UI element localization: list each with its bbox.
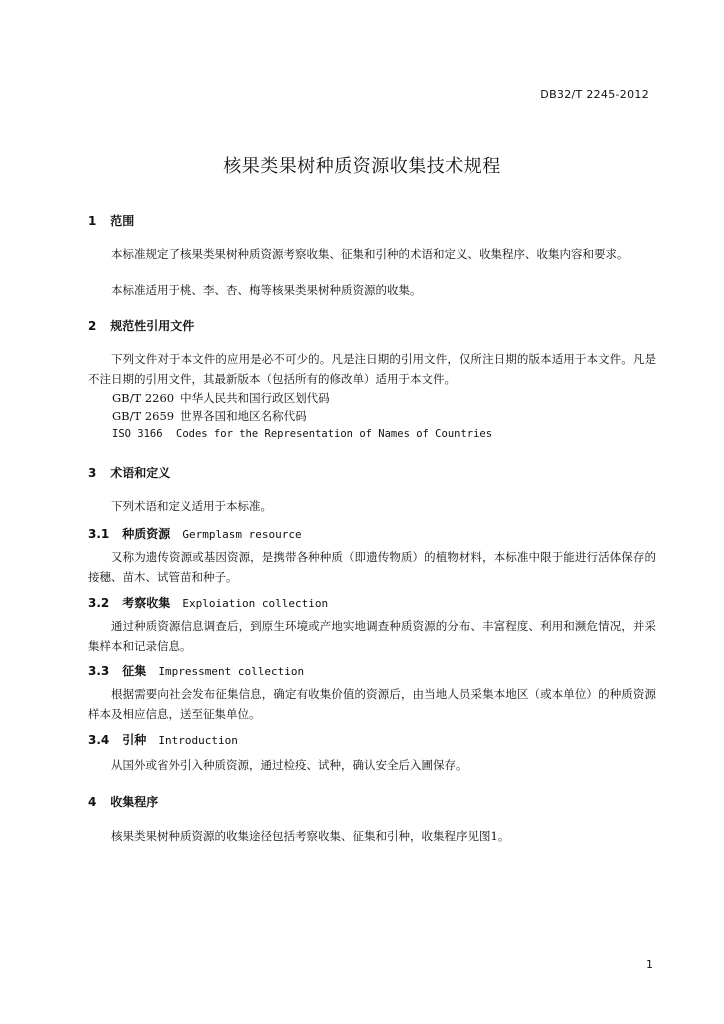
section-1-heading [88, 212, 134, 229]
page-number: 1 [646, 958, 653, 971]
term-en: Introduction [158, 734, 238, 747]
term-definition: 又称为遗传资源或基因资源，是携带各种种质（即遗传物质）的植物材料，本标准中限于能进行活体保存的接穗、苗木、试管苗和种子。 [88, 550, 656, 584]
paragraph: 本标准规定了核果类果树种质资源考察收集、征集和引种的术语和定义、收集程序、收集内容和要求。 [111, 247, 629, 261]
reference-name: Codes for the Representation of Names of Countries [176, 428, 493, 440]
term-en: Impressment collection [158, 665, 305, 678]
term-definition: 从国外或省外引入种质资源，通过检疫、试种，确认安全后入圃保存。 [111, 758, 468, 772]
section-4-heading [88, 793, 158, 810]
term-number: 3.3 [88, 664, 110, 678]
reference-code: ISO 3166 [112, 428, 163, 440]
reference-item [112, 428, 492, 440]
term-number: 3.4 [88, 733, 110, 747]
reference-code: GB/T 2260 [112, 391, 175, 405]
term-en: Germplasm resource [182, 528, 302, 541]
term-heading [88, 525, 302, 542]
reference-name: 中华人民共和国行政区划代码 [180, 391, 330, 405]
section-title: 收集程序 [110, 795, 159, 809]
section-number: 3 [88, 466, 97, 480]
term-en: Exploiation collection [182, 597, 329, 610]
reference-item [112, 390, 330, 406]
term-cn: 考察收集 [122, 596, 171, 610]
reference-item [112, 408, 307, 424]
term-heading [88, 731, 238, 748]
term-definition: 通过种质资源信息调查后，到原生环境或产地实地调查种质资源的分布、丰富程度、利用和濒危情况，并采集样本和记录信息。 [88, 619, 656, 653]
section-number: 4 [88, 795, 97, 809]
reference-name: 世界各国和地区名称代码 [180, 409, 307, 423]
section-title: 范围 [110, 214, 135, 228]
section-number: 2 [88, 319, 97, 333]
term-definition: 根据需要向社会发布征集信息，确定有收集价值的资源后，由当地人员采集本地区（或本单位）的种质资源样本及相应信息，送至征集单位。 [88, 687, 656, 721]
paragraph: 下列术语和定义适用于本标准。 [111, 499, 272, 513]
paragraph: 核果类果树种质资源的收集途径包括考察收集、征集和引种，收集程序见图1。 [111, 829, 510, 843]
term-cn: 引种 [122, 733, 147, 747]
term-heading [88, 594, 328, 611]
term-cn: 种质资源 [122, 527, 171, 541]
standard-code: DB32/T 2245-2012 [540, 88, 649, 101]
section-number: 1 [88, 214, 97, 228]
term-cn: 征集 [122, 664, 147, 678]
section-title: 术语和定义 [110, 466, 171, 480]
section-title: 规范性引用文件 [110, 319, 195, 333]
term-number: 3.1 [88, 527, 110, 541]
section-2-heading [88, 317, 194, 334]
document-title: 核果类果树种质资源收集技术规程 [223, 156, 501, 177]
term-number: 3.2 [88, 596, 110, 610]
paragraph: 本标准适用于桃、李、杏、梅等核果类果树种质资源的收集。 [111, 283, 422, 297]
term-heading [88, 662, 304, 679]
reference-code: GB/T 2659 [112, 409, 175, 423]
section-3-heading [88, 464, 170, 481]
paragraph: 下列文件对于本文件的应用是必不可少的。凡是注日期的引用文件，仅所注日期的版本适用于本文件。凡是不注日期的引用文件，其最新版本（包括所有的修改单）适用于本文件。 [88, 352, 656, 386]
